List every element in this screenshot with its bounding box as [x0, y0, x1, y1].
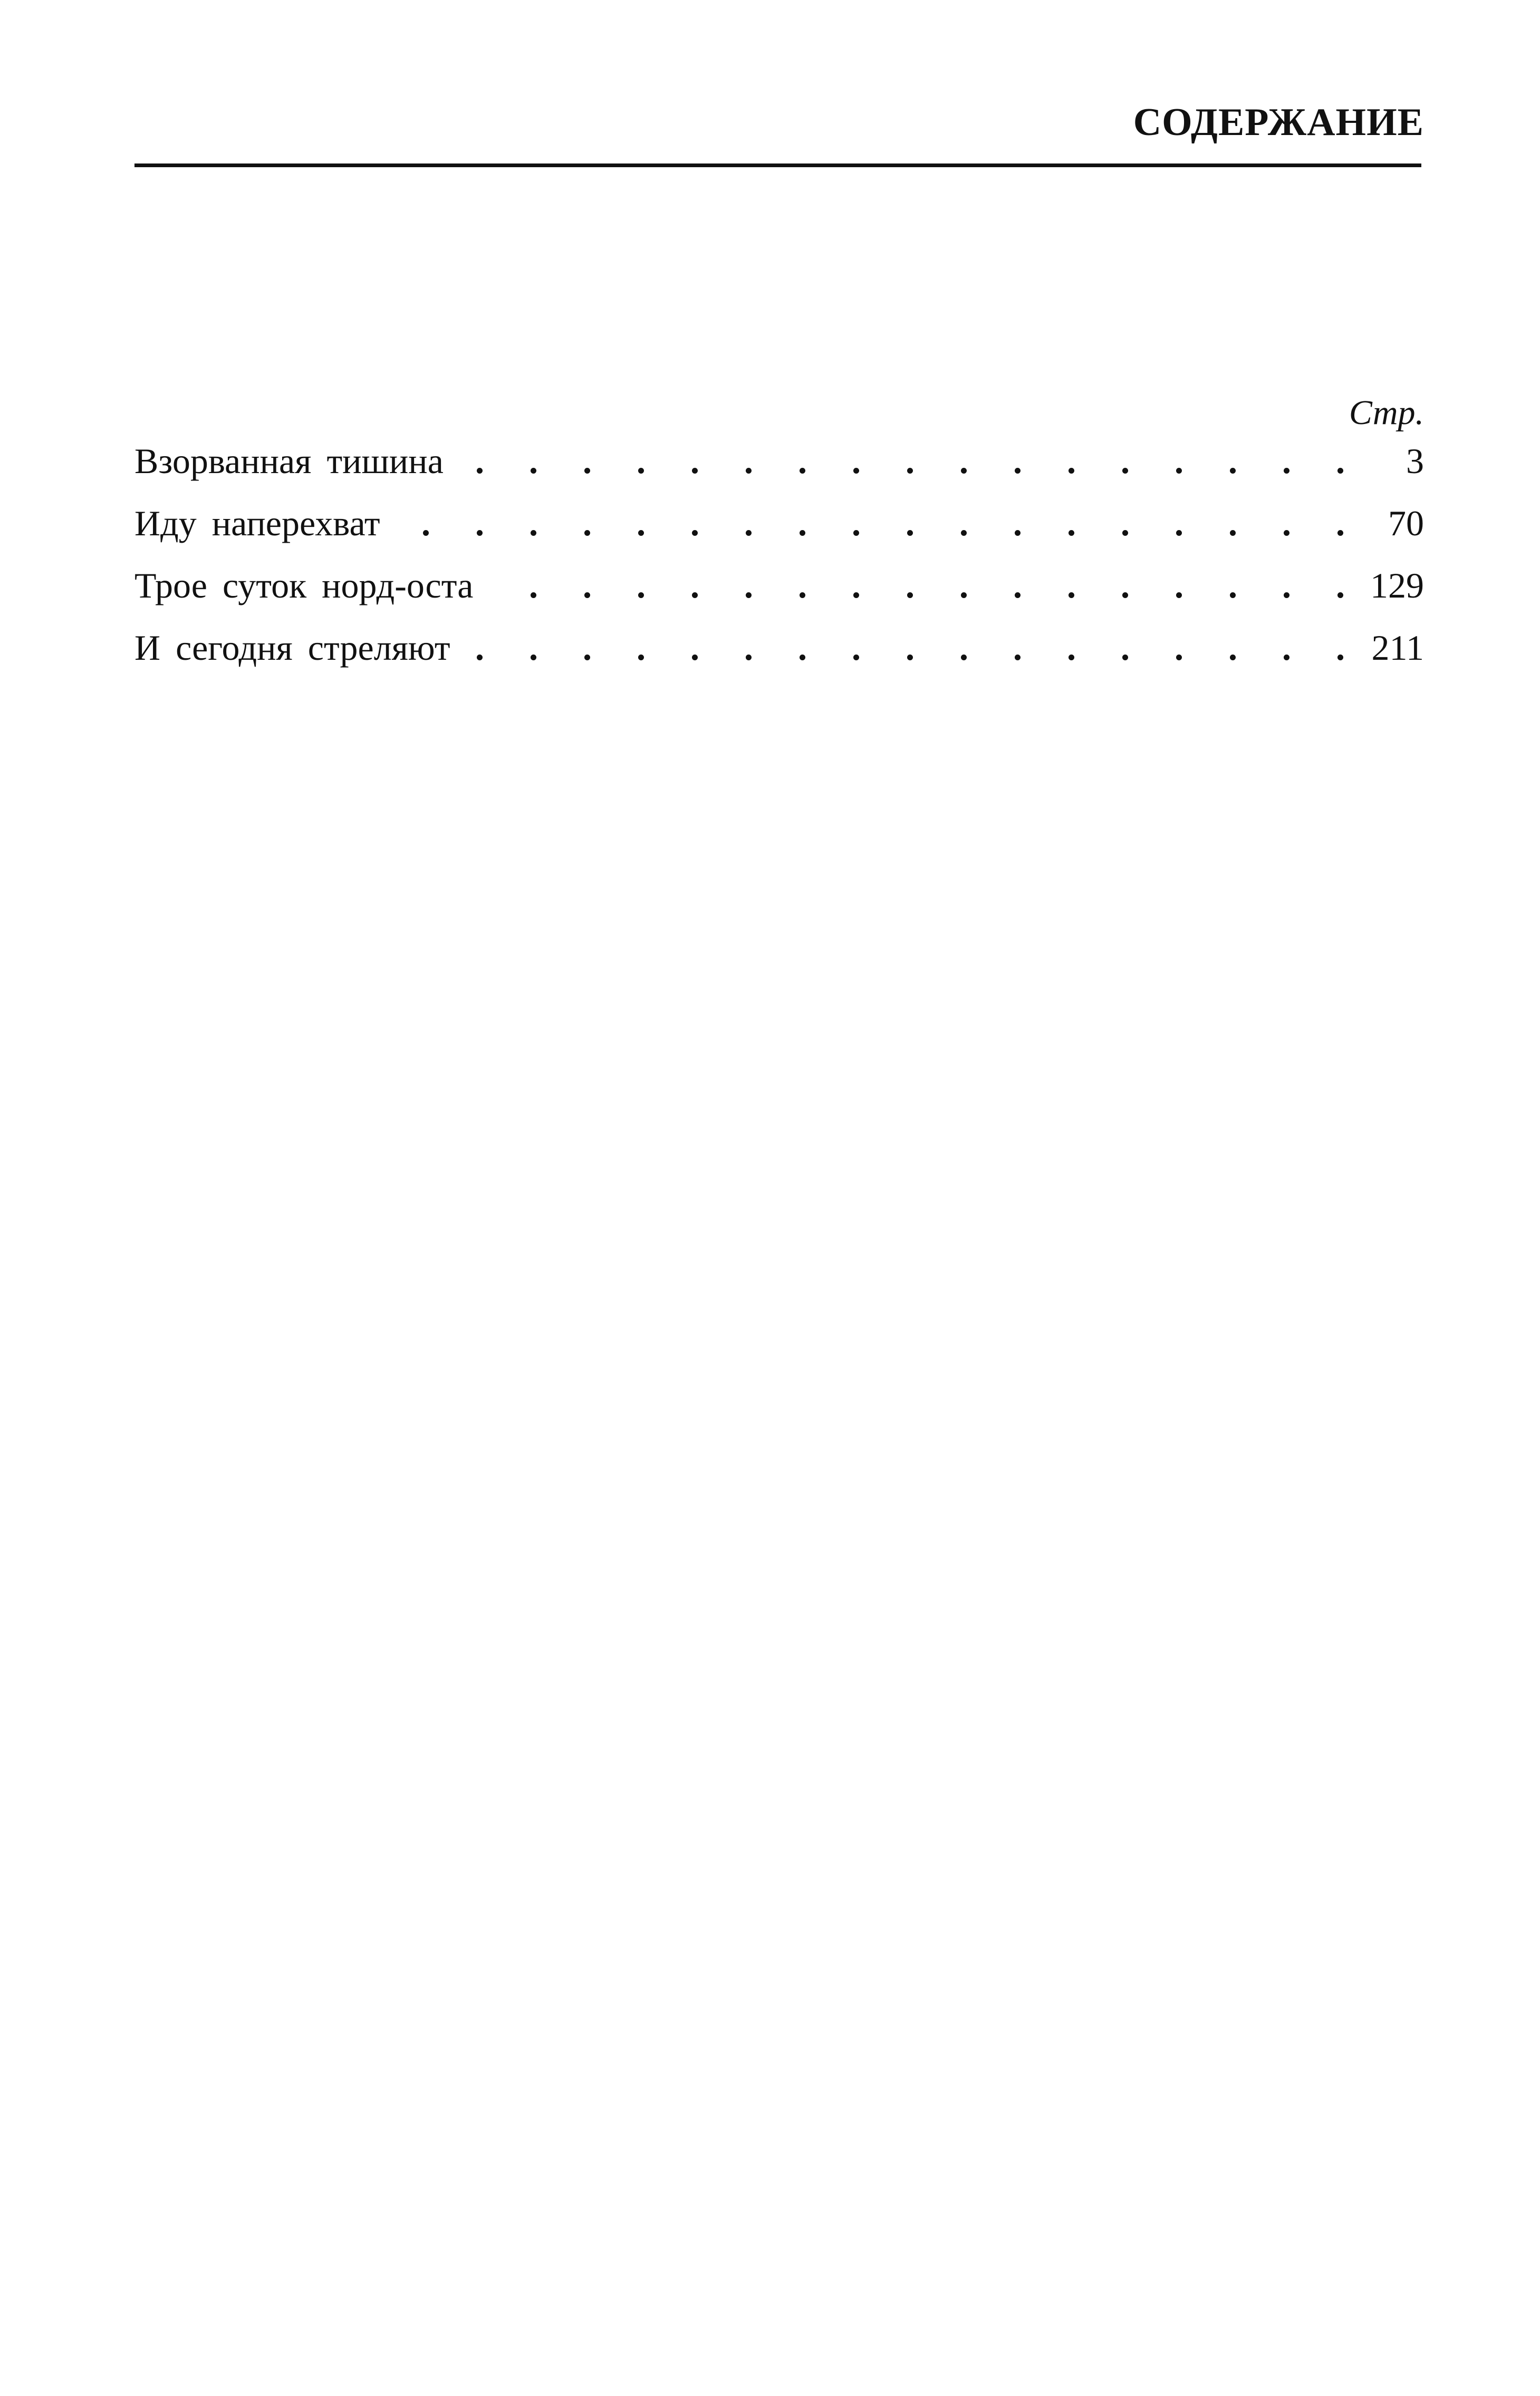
toc-entry-page: 70 — [1388, 503, 1424, 543]
toc-entry-page: 211 — [1371, 628, 1424, 668]
dot-leader — [463, 627, 1345, 669]
toc-entry-title: И сегодня стреляют — [134, 628, 450, 668]
toc-entry-page: 129 — [1370, 565, 1424, 605]
toc-entry-page: 3 — [1406, 441, 1424, 481]
toc-entry-title: Взорванная тишина — [134, 441, 444, 481]
toc-entry[interactable] — [134, 627, 1424, 689]
toc-entry-title: Иду наперехват — [134, 503, 380, 543]
toc-entry-title: Трое суток норд-оста — [134, 565, 474, 605]
dot-leader — [393, 503, 1345, 544]
table-of-contents — [134, 440, 1424, 689]
dot-leader — [486, 565, 1345, 607]
toc-entry[interactable] — [134, 565, 1424, 627]
toc-entry[interactable] — [134, 503, 1424, 565]
heading-rule — [134, 163, 1421, 167]
page-title: СОДЕРЖАНИЕ — [1133, 101, 1424, 144]
dot-leader — [456, 440, 1345, 482]
page-column-label: Стр. — [1349, 393, 1424, 432]
toc-entry[interactable] — [134, 440, 1424, 503]
